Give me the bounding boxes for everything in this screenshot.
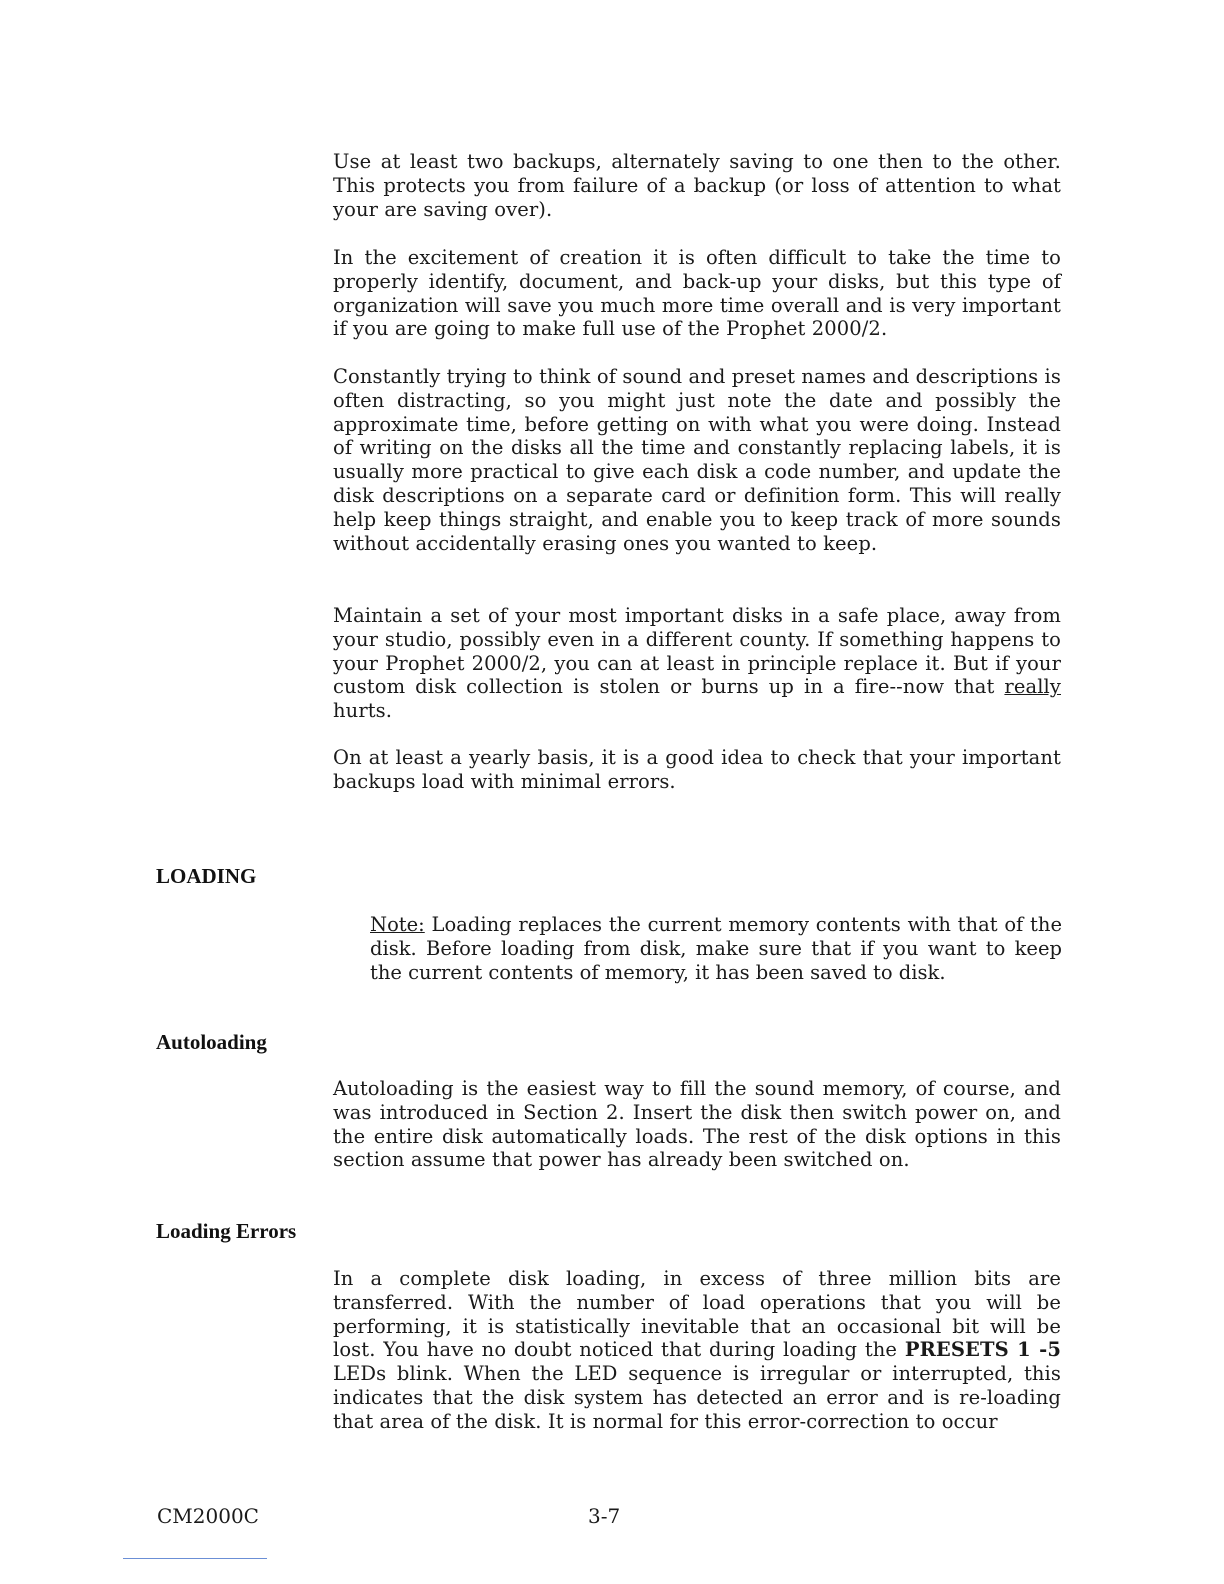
really-emphasis: really	[1004, 675, 1061, 699]
loading-heading: LOADING	[156, 864, 257, 888]
footer-rule	[123, 1558, 267, 1559]
safe-place-text: Maintain a set of your most important disks in a safe place, away from your studio, possibly even in a different county. If something happens to your Prophet 2000/2, you can at least in principle replace it. But if your custom disk collection is stolen or burns up in a fire--now that	[333, 604, 1061, 699]
paragraph-naming: Constantly trying to think of sound and preset names and descriptions is often distracting, so you might just note the date and possibly the approximate time, before getting on with what you were doing. Instead of writing on the disks all the time and constantly replacing labels, it is usually more practical to give each disk a code number, and update the disk descriptions on a separate card or definition form. This will really help keep things straight, and enable you to keep track of more sounds without accidentally erasing ones you wanted to keep.	[333, 365, 1061, 555]
loading-errors-heading: Loading Errors	[156, 1219, 297, 1243]
paragraph-backups: Use at least two backups, alternately saving to one then to the other. This protects you from failure of a backup (or loss of attention to what your are saving over).	[333, 150, 1061, 221]
safe-place-text-end: hurts.	[333, 699, 393, 723]
paragraph-yearly-check: On at least a yearly basis, it is a good idea to check that your important backups load with minimal errors.	[333, 746, 1061, 793]
footer-page-number: 3-7	[588, 1504, 621, 1528]
footer-doc-code: CM2000C	[157, 1504, 259, 1528]
loading-errors-text-end: LEDs blink. When the LED sequence is irregular or interrupted, this indicates that the disk system has detected an error and is re-loading that area of the disk. It is normal for this error-correction to occur	[333, 1362, 1061, 1433]
paragraph-loading-errors	[333, 1267, 1061, 1434]
autoloading-heading: Autoloading	[156, 1030, 267, 1054]
note-label: Note:	[370, 913, 425, 936]
loading-note	[370, 913, 1062, 984]
note-text: Loading replaces the current memory contents with that of the disk. Before loading from disk, make sure that if you want to keep the current contents of memory, it has been saved to disk.	[370, 913, 1062, 984]
loading-errors-text: In a complete disk loading, in excess of three million bits are transferred. With the number of load operations that you will be performing, it is statistically inevitable that an occasional bit will be lost. You have no doubt noticed that during loading the	[333, 1267, 1061, 1362]
paragraph-organization: In the excitement of creation it is often difficult to take the time to properly identify, document, and back-up your disks, but this type of organization will save you much more time overall and is very important if you are going to make full use of the Prophet 2000/2.	[333, 246, 1061, 341]
paragraph-safe-place	[333, 604, 1061, 723]
paragraph-autoloading: Autoloading is the easiest way to fill the sound memory, of course, and was introduced in Section 2. Insert the disk then switch power on, and the entire disk automatically loads. The rest of the disk options in this section assume that power has already been switched on.	[333, 1077, 1061, 1172]
presets-label: PRESETS 1 -5	[904, 1338, 1061, 1362]
